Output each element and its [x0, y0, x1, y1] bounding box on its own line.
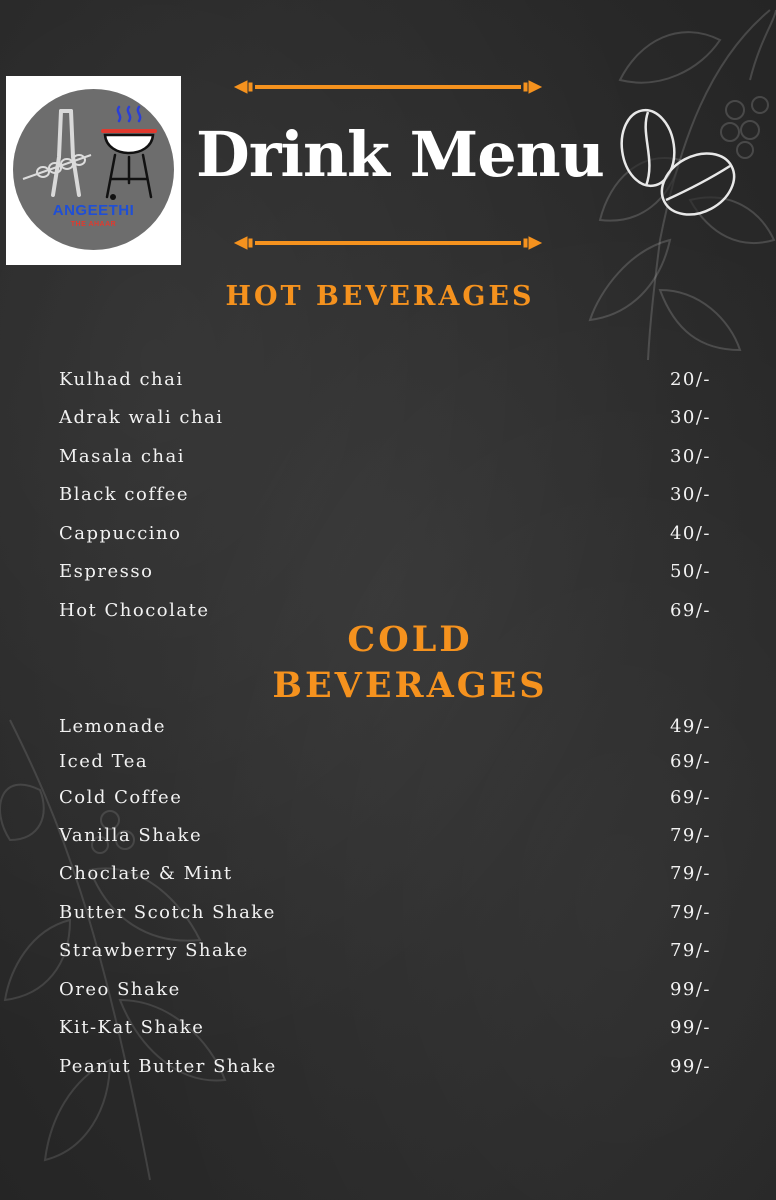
menu-item-name: Cappuccino	[59, 523, 182, 544]
menu-item-price: 30/-	[669, 484, 711, 505]
menu-item	[59, 751, 719, 781]
menu-item	[59, 1017, 719, 1047]
menu-item	[59, 407, 719, 437]
menu-item-price: 69/-	[669, 751, 711, 772]
menu-item-name: Iced Tea	[59, 751, 149, 772]
menu-item-name: Lemonade	[59, 716, 167, 737]
menu-item	[59, 979, 719, 1009]
menu-item-name: Kulhad chai	[59, 369, 184, 390]
menu-item-name: Vanilla Shake	[59, 825, 203, 846]
menu-item-name: Black coffee	[59, 484, 189, 505]
menu-item	[59, 787, 719, 817]
skewer-icon	[21, 149, 93, 183]
menu-item-name: Strawberry Shake	[59, 940, 249, 961]
menu-item-name: Butter Scotch Shake	[59, 902, 276, 923]
menu-item-price: 79/-	[669, 902, 711, 923]
logo-name: ANGEETHI	[52, 202, 135, 219]
menu-item-price: 50/-	[669, 561, 711, 582]
barbecue-grill-icon	[99, 103, 159, 203]
menu-item	[59, 716, 719, 746]
menu-item	[59, 1056, 719, 1086]
menu-item-name: Choclate & Mint	[59, 863, 233, 884]
menu-item-name: Peanut Butter Shake	[59, 1056, 277, 1077]
menu-item-price: 99/-	[669, 979, 711, 1000]
cold-beverages-heading	[230, 617, 590, 709]
menu-item	[59, 446, 719, 476]
menu-item-price: 79/-	[669, 940, 711, 961]
menu-item-name: Masala chai	[59, 446, 186, 467]
cold-heading-line1: COLD	[347, 619, 473, 660]
menu-item-price: 20/-	[669, 369, 711, 390]
menu-item-price: 99/-	[669, 1017, 711, 1038]
menu-item	[59, 484, 719, 514]
menu-item	[59, 825, 719, 855]
menu-item-name: Kit-Kat Shake	[59, 1017, 205, 1038]
menu-item-name: Oreo Shake	[59, 979, 181, 1000]
logo-tagline: THE AHAAR	[70, 221, 117, 228]
menu-item-price: 79/-	[669, 863, 711, 884]
menu-item	[59, 561, 719, 591]
menu-item	[59, 902, 719, 932]
menu-item-price: 30/-	[669, 446, 711, 467]
restaurant-logo	[6, 76, 181, 265]
menu-item	[59, 369, 719, 399]
logo-badge	[13, 89, 174, 250]
menu-item-name: Cold Coffee	[59, 787, 183, 808]
hot-beverages-heading: HOT BEVERAGES	[225, 281, 535, 312]
page-title: Drink Menu	[196, 118, 604, 191]
menu-item-name: Hot Chocolate	[59, 600, 210, 621]
menu-item-price: 40/-	[669, 523, 711, 544]
menu-item-name: Espresso	[59, 561, 154, 582]
menu-item	[59, 523, 719, 553]
menu-item-price: 30/-	[669, 407, 711, 428]
cold-heading-line2: BEVERAGES	[272, 665, 548, 706]
menu-item	[59, 940, 719, 970]
menu-item-price: 49/-	[669, 716, 711, 737]
menu-item-price: 99/-	[669, 1056, 711, 1077]
ornament-divider-bottom	[233, 235, 543, 251]
coffee-bean-icon	[612, 104, 742, 224]
menu-item	[59, 863, 719, 893]
ornament-divider-top	[233, 79, 543, 95]
menu-item-name: Adrak wali chai	[59, 407, 224, 428]
menu-item-price: 79/-	[669, 825, 711, 846]
menu-item-price: 69/-	[669, 600, 711, 621]
menu-item-price: 69/-	[669, 787, 711, 808]
